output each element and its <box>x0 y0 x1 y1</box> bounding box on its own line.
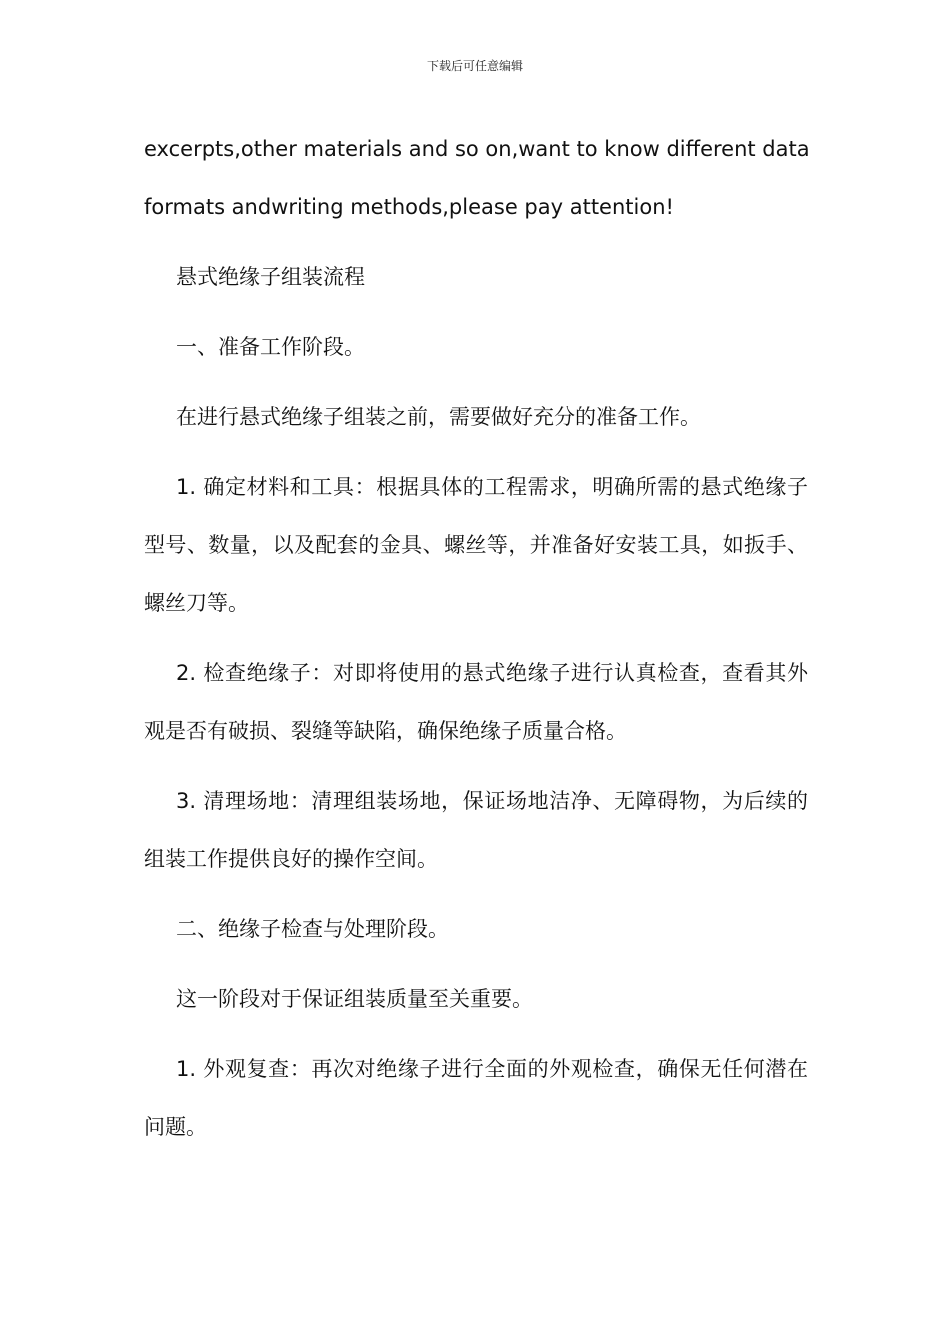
step-2-inspect: 2. 检查绝缘子：对即将使用的悬式绝缘子进行认真检查，查看其外观是否有破损、裂缝等缺陷，确保绝缘子质量合格。 <box>144 661 808 743</box>
page-header: 下载后可任意编辑 <box>426 59 523 73</box>
step-1-recheck: 1. 外观复查：再次对绝缘子进行全面的外观检查，确保无任何潜在问题。 <box>144 1057 808 1139</box>
stage-1-intro: 在进行悬式绝缘子组装之前，需要做好充分的准备工作。 <box>176 405 701 429</box>
step-3-clean: 3. 清理场地：清理组装场地，保证场地洁净、无障碍物，为后续的组装工作提供良好的操作空间。 <box>144 789 808 871</box>
intro-line-2: formats andwriting methods,please pay attention! <box>144 195 674 219</box>
stage-2-intro: 这一阶段对于保证组装质量至关重要。 <box>176 987 533 1011</box>
step-1-materials: 1. 确定材料和工具：根据具体的工程需求，明确所需的悬式绝缘子型号、数量，以及配套的金具、螺丝等，并准备好安装工具，如扳手、螺丝刀等。 <box>144 475 808 615</box>
heading-stage-1: 一、准备工作阶段。 <box>176 335 365 359</box>
intro-line-1: excerpts,other materials and so on,want to know different data <box>144 137 810 161</box>
heading-stage-2: 二、绝缘子检查与处理阶段。 <box>176 917 449 941</box>
section-title: 悬式绝缘子组装流程 <box>176 265 365 289</box>
document-body <box>144 120 808 1168</box>
